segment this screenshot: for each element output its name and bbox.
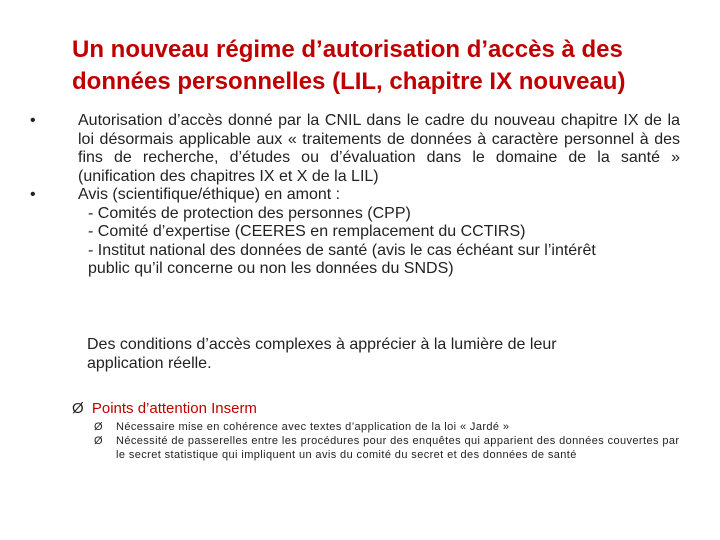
bullet-dot-icon: • (30, 186, 36, 203)
title-line-2: données personnelles (LIL, chapitre IX nouveau) (72, 68, 626, 95)
sub-item-inds-continued: public qu’il concerne ou non les données du SNDS) (88, 260, 454, 277)
bullet-text: Autorisation d’accès donné par la CNIL dans le cadre du nouveau chapitre IX de la loi désormais applicable aux « traitements de données à caractère personnel à des fins de recherche, d’études ou d’évaluation dans le domaine de la santé » (unification des chapitres IX et X de la LIL) (78, 112, 680, 185)
sub-item-cpp: - Comités de protection des personnes (CPP) (88, 204, 411, 222)
arrow-bullet-icon: Ø (94, 435, 103, 447)
bullet-item-avis (30, 186, 680, 279)
bullet-text: Avis (scientifique/éthique) en amont : (78, 186, 341, 203)
bullet-dot-icon: • (30, 112, 36, 129)
attention-heading-text: Points d’attention Inserm (91, 400, 257, 417)
bullet-item-authorisation (30, 112, 680, 186)
attention-item-jarde (94, 420, 682, 434)
attention-item-passerelles (94, 434, 682, 462)
attention-heading (72, 400, 682, 418)
attention-list (94, 420, 682, 462)
attention-item-text: Nécessaire mise en cohérence avec textes d’application de la loi « Jardé » (116, 421, 510, 433)
bullet-list (30, 112, 680, 279)
paragraph-line-1: Des conditions d’accès complexes à apprécier à la lumière de leur (87, 336, 557, 353)
sub-item-inds: - Institut national des données de santé (avis le cas échéant sur l’intérêt (88, 241, 596, 259)
arrow-bullet-icon: Ø (94, 421, 103, 433)
sub-item-ceeres: - Comité d’expertise (CEERES en remplacement du CCTIRS) (88, 223, 526, 240)
attention-section (72, 400, 682, 462)
arrow-bullet-icon: Ø (72, 400, 84, 417)
attention-item-text: Nécessité de passerelles entre les procédures pour des enquêtes qui apparient des données couvertes par le secret statistique qui impliquent un avis du comité du secret et des données de santé (116, 435, 680, 461)
slide-title (72, 34, 672, 98)
paragraph-line-2: application réelle. (87, 354, 212, 372)
title-line-1: Un nouveau régime d’autorisation d’accès à des (72, 36, 623, 63)
conditions-paragraph (87, 336, 647, 373)
